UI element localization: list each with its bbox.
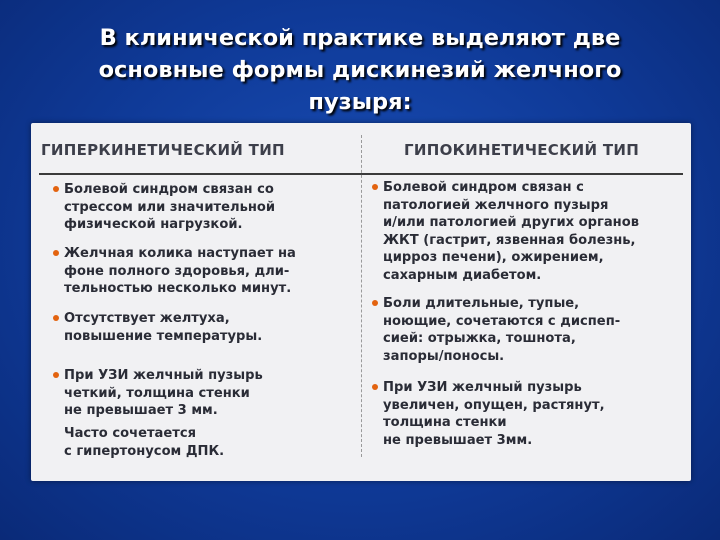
list-item	[31, 367, 361, 420]
comparison-table-image	[31, 123, 691, 481]
item-line: Боли длительные, тупые,	[383, 296, 580, 311]
item-line: стрессом или значительной	[64, 199, 276, 215]
list-item	[31, 425, 361, 460]
slide-title-line-3: пузыря:	[308, 89, 412, 115]
item-line: При УЗИ желчный пузырь	[383, 380, 582, 395]
item-line: физической нагрузкой.	[64, 217, 243, 233]
item-line: не превышает 3 мм.	[64, 403, 218, 419]
item-line: не превышает 3мм.	[383, 432, 533, 448]
slide-title	[20, 22, 700, 118]
item-line: Болевой синдром связан со	[64, 182, 274, 197]
item-line: повышение температуры.	[64, 328, 263, 344]
item-line: и/или патологией других органов	[383, 215, 640, 231]
list-item	[368, 179, 691, 285]
list-item	[31, 181, 361, 234]
hyperkinetic-heading: ГИПЕРКИНЕТИЧЕСКИЙ ТИП	[41, 141, 285, 159]
bullet-icon	[372, 384, 378, 390]
slide-title-line-2: основные формы дискинезий желчного	[98, 57, 622, 83]
item-text	[64, 425, 361, 460]
list-item	[368, 379, 691, 449]
item-line: толщина стенки	[383, 415, 507, 431]
item-line: Болевой синдром связан с	[383, 180, 584, 195]
item-line: цирроз печени), ожирением,	[383, 250, 604, 266]
bullet-icon	[53, 186, 59, 192]
bullet-icon	[372, 300, 378, 306]
item-text	[383, 179, 691, 285]
list-item	[368, 295, 691, 365]
item-text	[64, 181, 361, 234]
item-line: Часто сочетается	[64, 426, 197, 441]
hypokinetic-heading: ГИПОКИНЕТИЧЕСКИЙ ТИП	[404, 141, 640, 159]
item-line: фоне полного здоровья, дли-	[64, 263, 290, 279]
item-text	[64, 245, 361, 298]
bullet-icon	[53, 315, 59, 321]
item-text	[383, 295, 691, 365]
item-text	[383, 379, 691, 449]
bullet-icon	[372, 184, 378, 190]
list-item	[31, 310, 361, 345]
list-item	[31, 245, 361, 298]
bullet-icon	[53, 250, 59, 256]
bullet-icon	[53, 372, 59, 378]
item-line: запоры/поносы.	[383, 348, 505, 364]
item-text	[64, 367, 361, 420]
slide-title-line-1: В клинической практике выделяют две	[99, 25, 621, 51]
hyperkinetic-column	[31, 123, 361, 481]
item-line: патологией желчного пузыря	[383, 197, 609, 213]
item-line: четкий, толщина стенки	[64, 385, 250, 401]
item-line: сахарным диабетом.	[383, 267, 542, 283]
item-line: ноющие, сочетаются с диспеп-	[383, 313, 621, 329]
item-line: Отсутствует желтуха,	[64, 311, 230, 326]
item-line: При УЗИ желчный пузырь	[64, 368, 263, 383]
item-line: с гипертонусом ДПК.	[64, 443, 225, 459]
item-line: ЖКТ (гастрит, язвенная болезнь,	[383, 232, 636, 248]
item-line: сией: отрыжка, тошнота,	[383, 331, 576, 347]
item-line: тельностью несколько минут.	[64, 281, 292, 297]
item-line: увеличен, опущен, растянут,	[383, 397, 605, 413]
item-line: Желчная колика наступает на	[64, 246, 296, 261]
item-text	[64, 310, 361, 345]
hypokinetic-column	[362, 123, 691, 481]
